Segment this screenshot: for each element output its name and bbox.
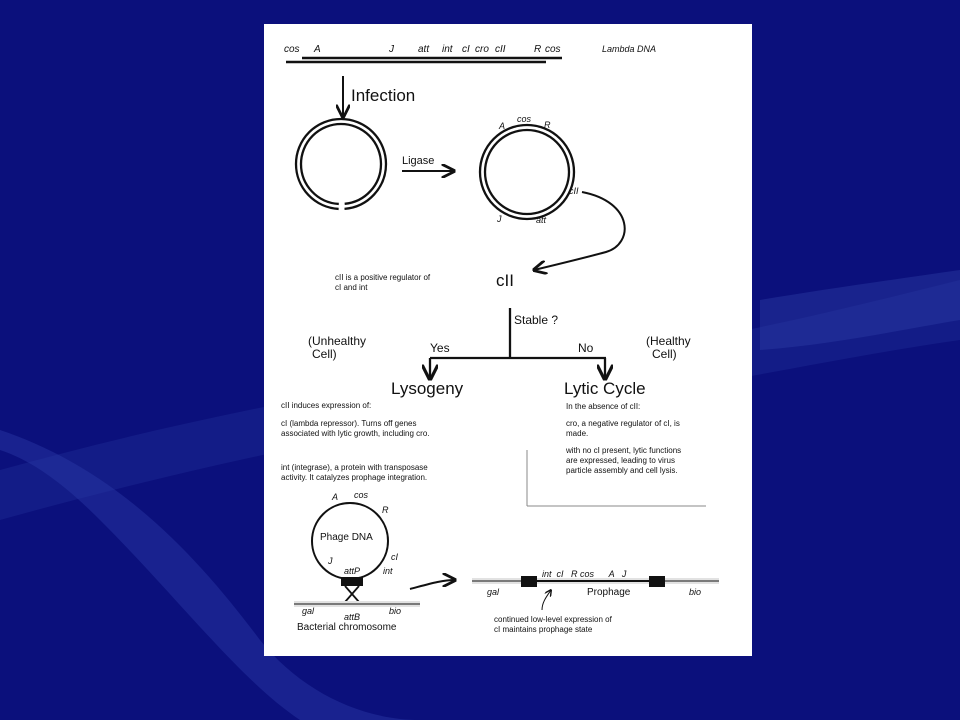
lambda-lifecycle-diagram — [264, 24, 752, 656]
curved-arrow-to-cII — [534, 192, 625, 270]
gene-label: cos — [545, 44, 561, 55]
attB-label: attB — [344, 612, 361, 622]
lytic-text3-line1: with no cI present, lytic functions — [566, 446, 682, 455]
prophage-right-att — [649, 576, 665, 587]
unhealthy-cell-line1: (Unhealthy — [308, 334, 367, 348]
gene-label: A — [314, 44, 321, 55]
phage-label-A: A — [332, 492, 339, 502]
decision-branch — [308, 308, 691, 379]
linear-genome-circle-inner — [301, 124, 381, 204]
attP-site — [341, 577, 363, 586]
prophage-gal-label: gal — [487, 587, 500, 597]
gene-label: int — [442, 44, 453, 55]
note-pointer-arrow — [542, 590, 551, 610]
lysogeny-title: Lysogeny — [391, 379, 464, 398]
no-label: No — [578, 341, 594, 355]
gene-label: cos — [284, 44, 300, 55]
bacterial-chromosome-label: Bacterial chromosome — [297, 622, 397, 633]
gene-label: cro — [475, 44, 489, 55]
gene-label: cI — [462, 44, 470, 55]
prophage-left-att — [521, 576, 537, 587]
yes-label: Yes — [430, 341, 450, 355]
prophage-bio-label: bio — [689, 587, 702, 597]
lysogeny-text3-line1: int (integrase), a protein with transposase — [281, 463, 428, 472]
lytic-text1: In the absence of cII: — [566, 402, 641, 411]
prophage-note-line1: continued low-level expression of — [494, 615, 612, 624]
phage-label-R: R — [382, 505, 389, 515]
infection-label: Infection — [351, 86, 416, 105]
circle-label-cos: cos — [517, 114, 532, 124]
circle-label-cII: cII — [569, 186, 579, 196]
gene-label: cII — [495, 44, 506, 55]
lysogeny-text1: cII induces expression of: — [281, 401, 372, 410]
lytic-title: Lytic Cycle — [564, 379, 646, 398]
gal-label: gal — [302, 606, 315, 616]
lytic-section — [527, 379, 706, 506]
cII-node — [335, 271, 514, 292]
lambda-dna-map — [284, 44, 656, 62]
lytic-text2-line2: made. — [566, 429, 589, 438]
lysogeny-section — [281, 379, 464, 482]
phage-label-J: J — [328, 556, 333, 566]
gene-label: J — [389, 44, 394, 55]
unhealthy-cell-line2: Cell) — [312, 347, 337, 361]
phage-label-cos: cos — [354, 490, 369, 500]
gene-label: att — [418, 44, 430, 55]
cII-note-line1: cII is a positive regulator of — [335, 273, 431, 282]
infection-step — [296, 76, 415, 209]
lytic-text2-line1: cro, a negative regulator of cI, is — [566, 419, 680, 428]
healthy-cell-line2: Cell) — [652, 347, 677, 361]
ligase-label: Ligase — [402, 155, 435, 167]
prophage-note-line2: cI maintains prophage state — [494, 625, 593, 634]
healthy-cell-line1: (Healthy — [646, 334, 691, 348]
phage-dna-label: Phage DNA — [320, 532, 373, 543]
circle-label-att: att — [536, 215, 547, 225]
prophage-diagram — [472, 569, 719, 634]
lysogeny-text2-line1: cI (lambda repressor). Turns off genes — [281, 419, 417, 428]
bio-label: bio — [389, 606, 402, 616]
lysogeny-text3-line2: activity. It catalyzes prophage integration. — [281, 473, 428, 482]
circle-label-J: J — [497, 214, 502, 224]
circular-genome-inner — [485, 130, 569, 214]
document-page — [264, 24, 752, 656]
cII-label: cII — [496, 271, 514, 290]
ligase-step — [402, 114, 625, 270]
lambda-dna-label: Lambda DNA — [602, 44, 657, 54]
cII-note-line2: cI and int — [335, 283, 368, 292]
prophage-gene-labels: int cI R cos A J — [542, 569, 627, 579]
lysogeny-text2-line2: associated with lytic growth, including cro. — [281, 429, 430, 438]
circle-label-R: R — [544, 120, 551, 130]
attP-label: attP — [344, 566, 361, 576]
lytic-text3-line3: particle assembly and cell lysis. — [566, 466, 678, 475]
integration-arrow — [410, 580, 455, 589]
gene-label: R — [534, 44, 542, 55]
linear-genome-circle-outer — [296, 119, 386, 209]
prophage-label: Prophage — [587, 587, 631, 598]
lytic-text3-line2: are expressed, leading to virus — [566, 456, 675, 465]
phage-label-int: int — [383, 566, 393, 576]
phage-label-cI: cI — [391, 552, 399, 562]
circular-genome-outer — [480, 125, 574, 219]
stable-question: Stable ? — [514, 313, 559, 327]
integration-diagram — [294, 490, 455, 633]
circle-label-A: A — [499, 121, 506, 131]
